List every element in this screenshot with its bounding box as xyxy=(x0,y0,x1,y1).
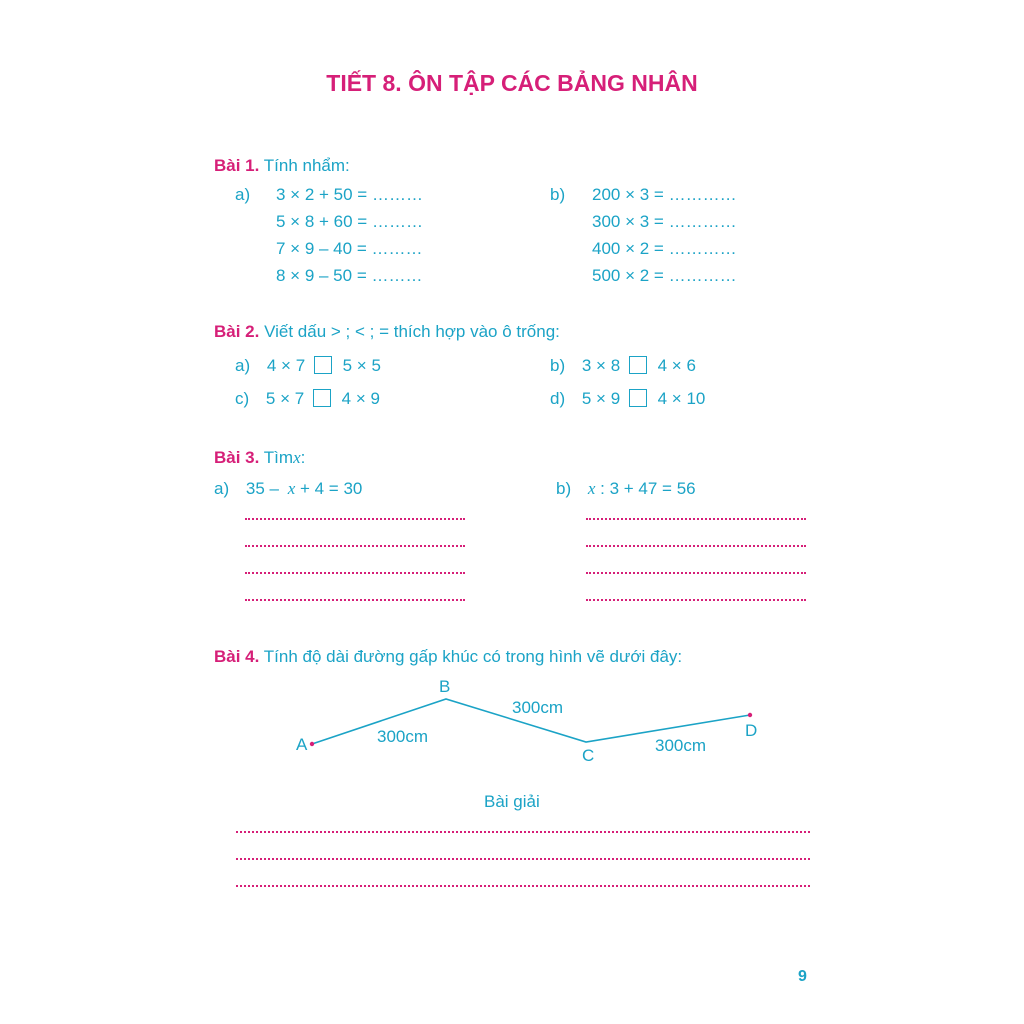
left-expression: 5 × 7 xyxy=(265,389,305,408)
solution-line[interactable] xyxy=(236,831,810,833)
exercise-1b-item: 500 × 2 = ………… xyxy=(592,266,737,285)
exercise-1a-label: a) xyxy=(235,185,251,204)
exercise-1a-item: 7 × 9 – 40 = ……… xyxy=(276,239,423,258)
page-number: 9 xyxy=(798,968,807,985)
exercise-3-label: Bài 3. xyxy=(214,448,260,467)
segment-ab-length: 300cm xyxy=(377,727,429,746)
equation-part: : 3 + 47 = 56 xyxy=(600,479,696,498)
left-expression: 5 × 9 xyxy=(581,389,621,408)
right-expression: 4 × 6 xyxy=(657,356,696,375)
exercise-1b-label: b) xyxy=(550,185,566,204)
exercise-1a-item: 3 × 2 + 50 = ……… xyxy=(276,185,423,204)
solution-label: Bài giải xyxy=(484,792,540,811)
exercise-1b-item: 300 × 3 = ………… xyxy=(592,212,737,231)
variable-x: x xyxy=(587,479,596,498)
item-label: b) xyxy=(556,479,572,498)
exercise-1b-item: 400 × 2 = ………… xyxy=(592,239,737,258)
page-title: TIẾT 8. ÔN TẬP CÁC BẢNG NHÂN xyxy=(326,70,698,96)
left-expression: 4 × 7 xyxy=(266,356,306,375)
item-label: c) xyxy=(235,389,250,408)
solution-line[interactable] xyxy=(236,858,810,860)
left-expression: 3 × 8 xyxy=(581,356,621,375)
right-expression: 4 × 10 xyxy=(657,389,706,408)
right-expression: 5 × 5 xyxy=(342,356,381,375)
item-label: b) xyxy=(550,356,566,375)
segment-cd-length: 300cm xyxy=(655,736,707,755)
exercise-1-instruction: Tính nhẩm: xyxy=(263,156,350,175)
item-label: a) xyxy=(235,356,251,375)
variable-x: x xyxy=(287,479,296,498)
exercise-1a-item: 8 × 9 – 50 = ……… xyxy=(276,266,423,285)
right-expression: 4 × 9 xyxy=(341,389,380,408)
exercise-3-instruction: Tìm xyxy=(263,448,294,467)
point-a-marker xyxy=(310,742,314,746)
exercise-3-colon: : xyxy=(300,448,306,467)
exercise-4-label: Bài 4. xyxy=(214,647,260,666)
exercise-2-label: Bài 2. xyxy=(214,322,260,341)
item-label: d) xyxy=(550,389,566,408)
exercise-2-instruction: Viết dấu > ; < ; = thích hợp vào ô trống: xyxy=(264,322,560,341)
point-b-label: B xyxy=(439,677,451,696)
equation-part: 35 – xyxy=(245,479,279,498)
solution-line[interactable] xyxy=(236,885,810,887)
point-d-marker xyxy=(748,713,752,717)
point-a-label: A xyxy=(296,735,308,754)
exercise-1-label: Bài 1. xyxy=(214,156,260,175)
point-c-label: C xyxy=(582,746,595,765)
variable-x: x xyxy=(293,448,301,467)
exercise-1b-item: 200 × 3 = ………… xyxy=(592,185,737,204)
point-d-label: D xyxy=(745,721,758,740)
equation-part: + 4 = 30 xyxy=(299,479,363,498)
segment-bc-length: 300cm xyxy=(512,698,564,717)
exercise-1a-item: 5 × 8 + 60 = ……… xyxy=(276,212,423,231)
exercise-4-instruction: Tính độ dài đường gấp khúc có trong hình vẽ dưới đây: xyxy=(263,647,683,666)
item-label: a) xyxy=(214,479,230,498)
